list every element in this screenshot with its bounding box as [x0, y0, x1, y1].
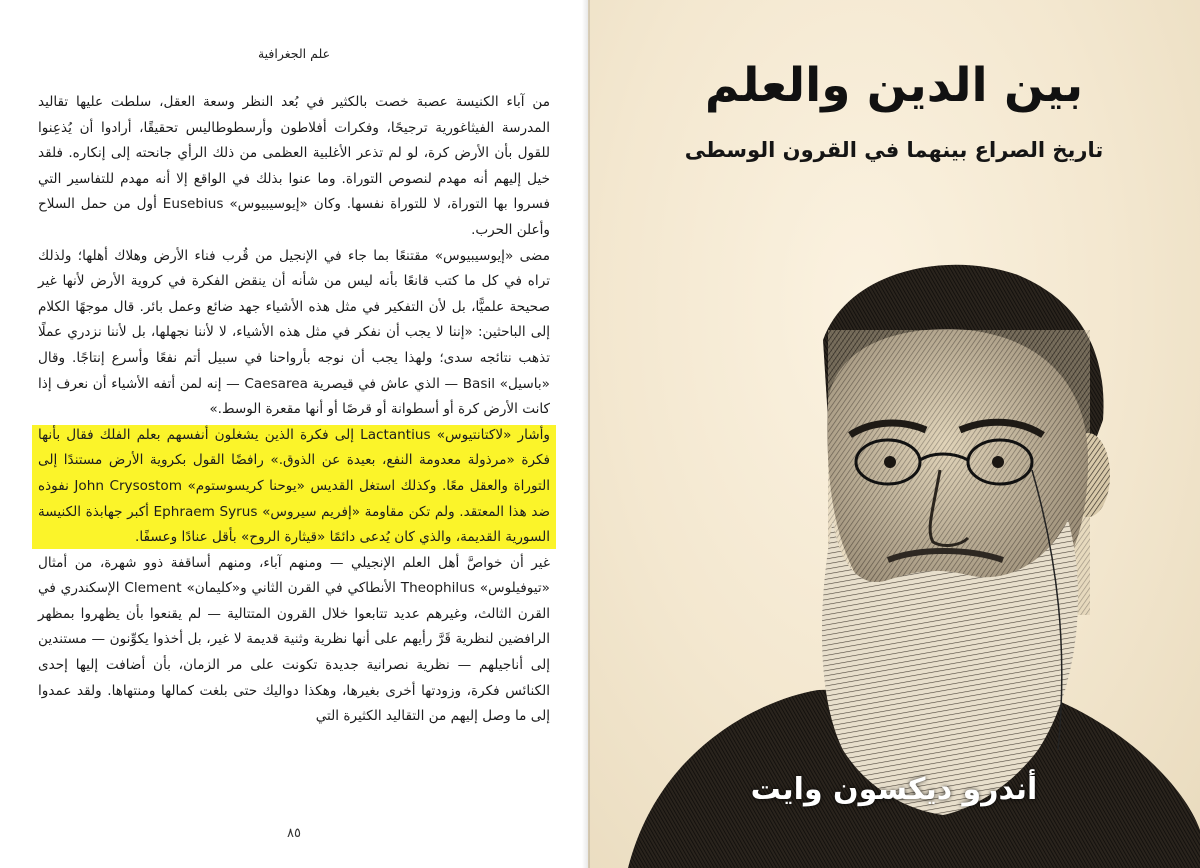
highlighted-passage [38, 423, 550, 551]
paragraph-1: من آباء الكنيسة عصبة خصت بالكثير في بُعد النظر وسعة العقل، سلطت عليها تقاليد المدرسة الفيثاغورية ترجيحًا، وفكرات أفلاطون وأرسطوطاليس تحقيقًا، أرادوا أن يُذعِنوا للقول بأن الأرض كرة، لو لم تذعر الأغلبية العظمى من ذلك الرأي جانحته إلى إنكاره. فلقد خيل إليهم أنه مهدم لنصوص التوراة. وما عنوا بذلك في الواقع إلا أنه مهدم للتفاسير التي فسروا بها التوراة، لا للتوراة نفسها. وكان «إيوسيبيوس» Eusebius أول من حمل السلاح وأعلن الحرب. [38, 94, 551, 238]
cover-subtitle: تاريخ الصراع بينهما في القرون الوسطى [684, 138, 1104, 162]
book-cover [588, 0, 1200, 868]
page-body [38, 90, 550, 730]
page-number: ٨٥ [287, 826, 301, 841]
paragraph-3: وأشار «لاكتانتيوس» Lactantius إلى فكرة الذين يشغلون أنفسهم بعلم الفلك فقال بأنها فكرة «مرذولة معدومة النفع، بعيدة عن الذوق.» رافضًا القول بكروية الأرض مستندًا إلى التوراة والعقل معًا. وكذلك استغل القديس «يوحنا كريسوستوم» John Crysostom نفوذه ضد هذا المعتقد. ولم تكن مقاومة «إفريم سيروس» Ephraem Syrus أكبر جهابذة الكنيسة السورية القديمة، والذي كان يُدعى دائمًا «قيثارة الروح» بأقل عنادًا وعسفًا. [38, 426, 551, 546]
running-header: علم الجغرافية [257, 46, 331, 61]
cover-title: بين الدين والعلم [704, 58, 1084, 113]
paragraph-2: مضى «إيوسيبيوس» مقتنعًا بما جاء في الإنجيل من قُرب فناء الأرض وهلاك أهلها؛ ولذلك تراه في كل ما كتب قانعًا بأنه ليس من شأنه أن ينقض الفكرة في كروية الأرض لأنها غير صحيحة علميًّا، بل لأن التفكير في مثل هذه الأشياء جهد ضائع وعمل بائر. قال موجهًا الكلام إلى الباحثين: «إننا لا يجب أن نفكر في مثل هذه الأشياء، لا لأننا نجهلها، بل لأننا نزدري عملًا تذهب نتائجه سدى؛ ولهذا يجب أن نوجه بأرواحنا في سبيل أتم نفعًا وأسرع إنتاجًا. وقال «باسيل» Basil — الذي عاش في قيصرية Caesarea — إنه لمن أتفه الأشياء أن نعرف إذا كانت الأرض كرة أو أسطوانة أو قرصًا أو أنها مقعرة الوسط.» [38, 247, 550, 418]
paragraph-4: غير أن خواصَّ أهل العلم الإنجيلي — ومنهم آباء، ومنهم أساقفة ذوو شهرة، من أمثال «تيوفيلوس» Theophilus الأنطاكي في القرن الثاني و«كليمان» Clement الإسكندري في القرن الثالث، وغيرهم عديد تتابعوا خلال القرون المتتالية — لم يقنعوا بأن يظهروا بمظهر الرافضين لنظرية قَرَّ رأيهم على أنها نظرية وثنية قديمة لا غير، بل أخذوا يكوِّنون — مستندين إلى أناجيلهم — نظرية نصرانية جديدة تكونت على مر الزمان، بأن أضافت إليها إحدى الكنائس فكرة، وزودتها أخرى بغيرها، وهكذا دواليك حتى بلغت كمالها ومنتهاها. ولقد عمدوا إلى ما وصل إليهم من التقاليد الكثيرة التي [38, 554, 550, 725]
book-page-left [0, 0, 588, 868]
cover-author: أندرو ديكسون وايت [750, 772, 1038, 807]
book-gutter [582, 0, 590, 868]
